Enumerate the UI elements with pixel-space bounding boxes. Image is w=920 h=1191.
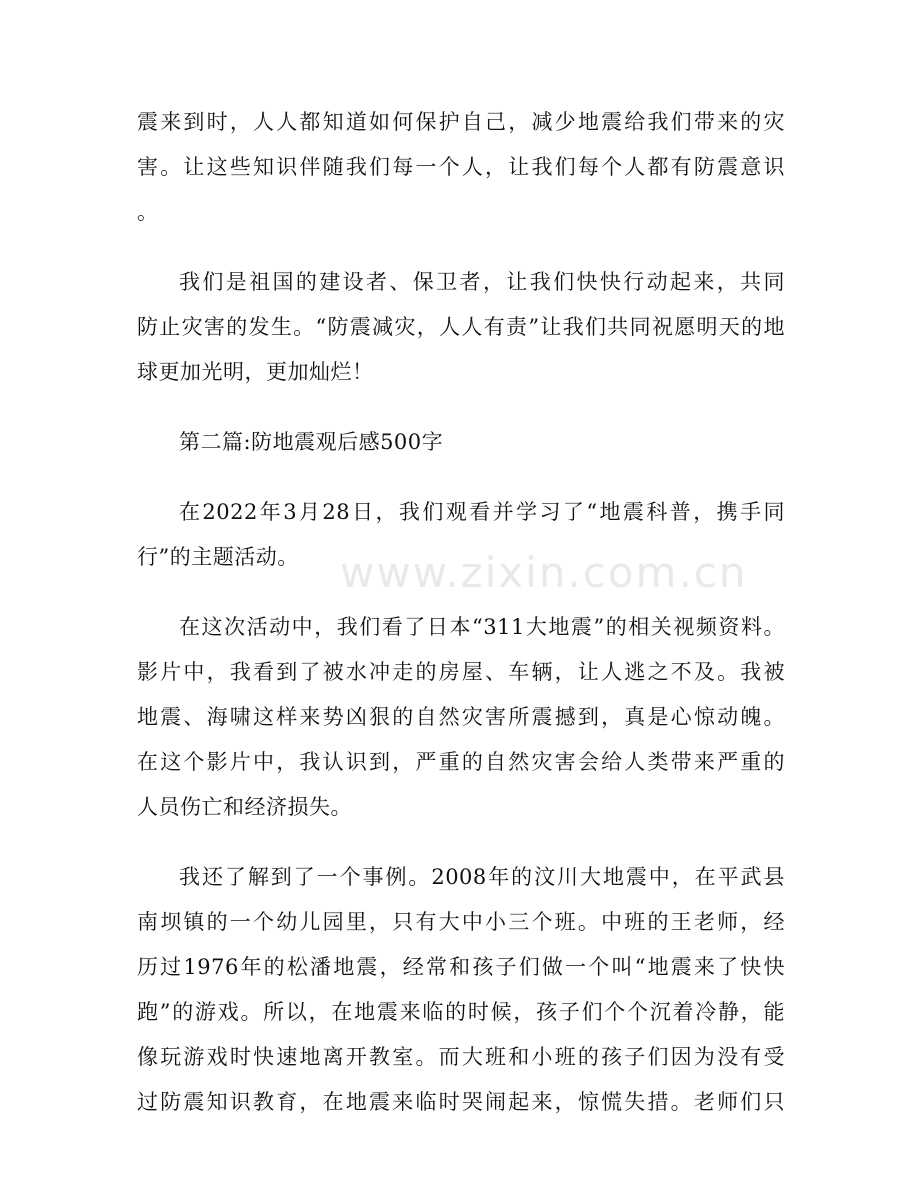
paragraph-3 [137, 490, 785, 580]
text-line: 地震、海啸这样来势凶狠的自然灾害所震撼到，真是心惊动魄。 [137, 705, 785, 729]
text-line: 我们是祖国的建设者、保卫者，让我们快快行动起来，共同 [179, 270, 785, 294]
text-line: 害。让这些知识伴随我们每一个人，让我们每个人都有防震意识 [137, 155, 785, 179]
text-line: 影片中，我看到了被水冲走的房屋、车辆，让人逃之不及。我被 [137, 660, 785, 684]
heading-text: 第二篇:防地震观后感500字 [179, 430, 444, 454]
text-line: 在这次活动中，我们看了日本“311大地震”的相关视频资料。 [179, 615, 785, 639]
document-body [137, 100, 785, 1125]
text-line: 球更加光明，更加灿烂！ [137, 360, 374, 384]
paragraph-5 [137, 855, 785, 1125]
text-line: 南坝镇的一个幼儿园里，只有大中小三个班。中班的王老师，经 [137, 910, 785, 934]
paragraph-1 [137, 100, 785, 235]
text-line: 历过1976年的松潘地震，经常和孩子们做一个叫“地震来了快快 [137, 955, 785, 979]
text-line: 震来到时，人人都知道如何保护自己，减少地震给我们带来的灾 [137, 110, 785, 134]
text-line: 在2022年3月28日，我们观看并学习了“地震科普，携手同 [179, 500, 785, 524]
text-line: 。 [137, 200, 159, 224]
text-line: 人员伤亡和经济损失。 [137, 795, 352, 819]
watermark: www.zixin.com.cn [340, 548, 748, 597]
text-line: 防止灾害的发生。“防震减灾，人人有责”让我们共同祝愿明天的地 [137, 315, 785, 339]
text-line: 行”的主题活动。 [137, 545, 299, 569]
text-line: 过防震知识教育，在地震来临时哭闹起来，惊慌失措。老师们只 [137, 1090, 785, 1114]
text-line: 跑”的游戏。所以，在地震来临的时候，孩子们个个沉着冷静，能 [137, 1000, 785, 1024]
text-line: 像玩游戏时快速地离开教室。而大班和小班的孩子们因为没有受 [137, 1045, 785, 1069]
paragraph-2 [137, 260, 785, 395]
text-line: 我还了解到了一个事例。2008年的汶川大地震中，在平武县 [179, 865, 785, 889]
paragraph-4 [137, 605, 785, 830]
section-heading [137, 420, 785, 465]
text-line: 在这个影片中，我认识到，严重的自然灾害会给人类带来严重的 [137, 750, 785, 774]
